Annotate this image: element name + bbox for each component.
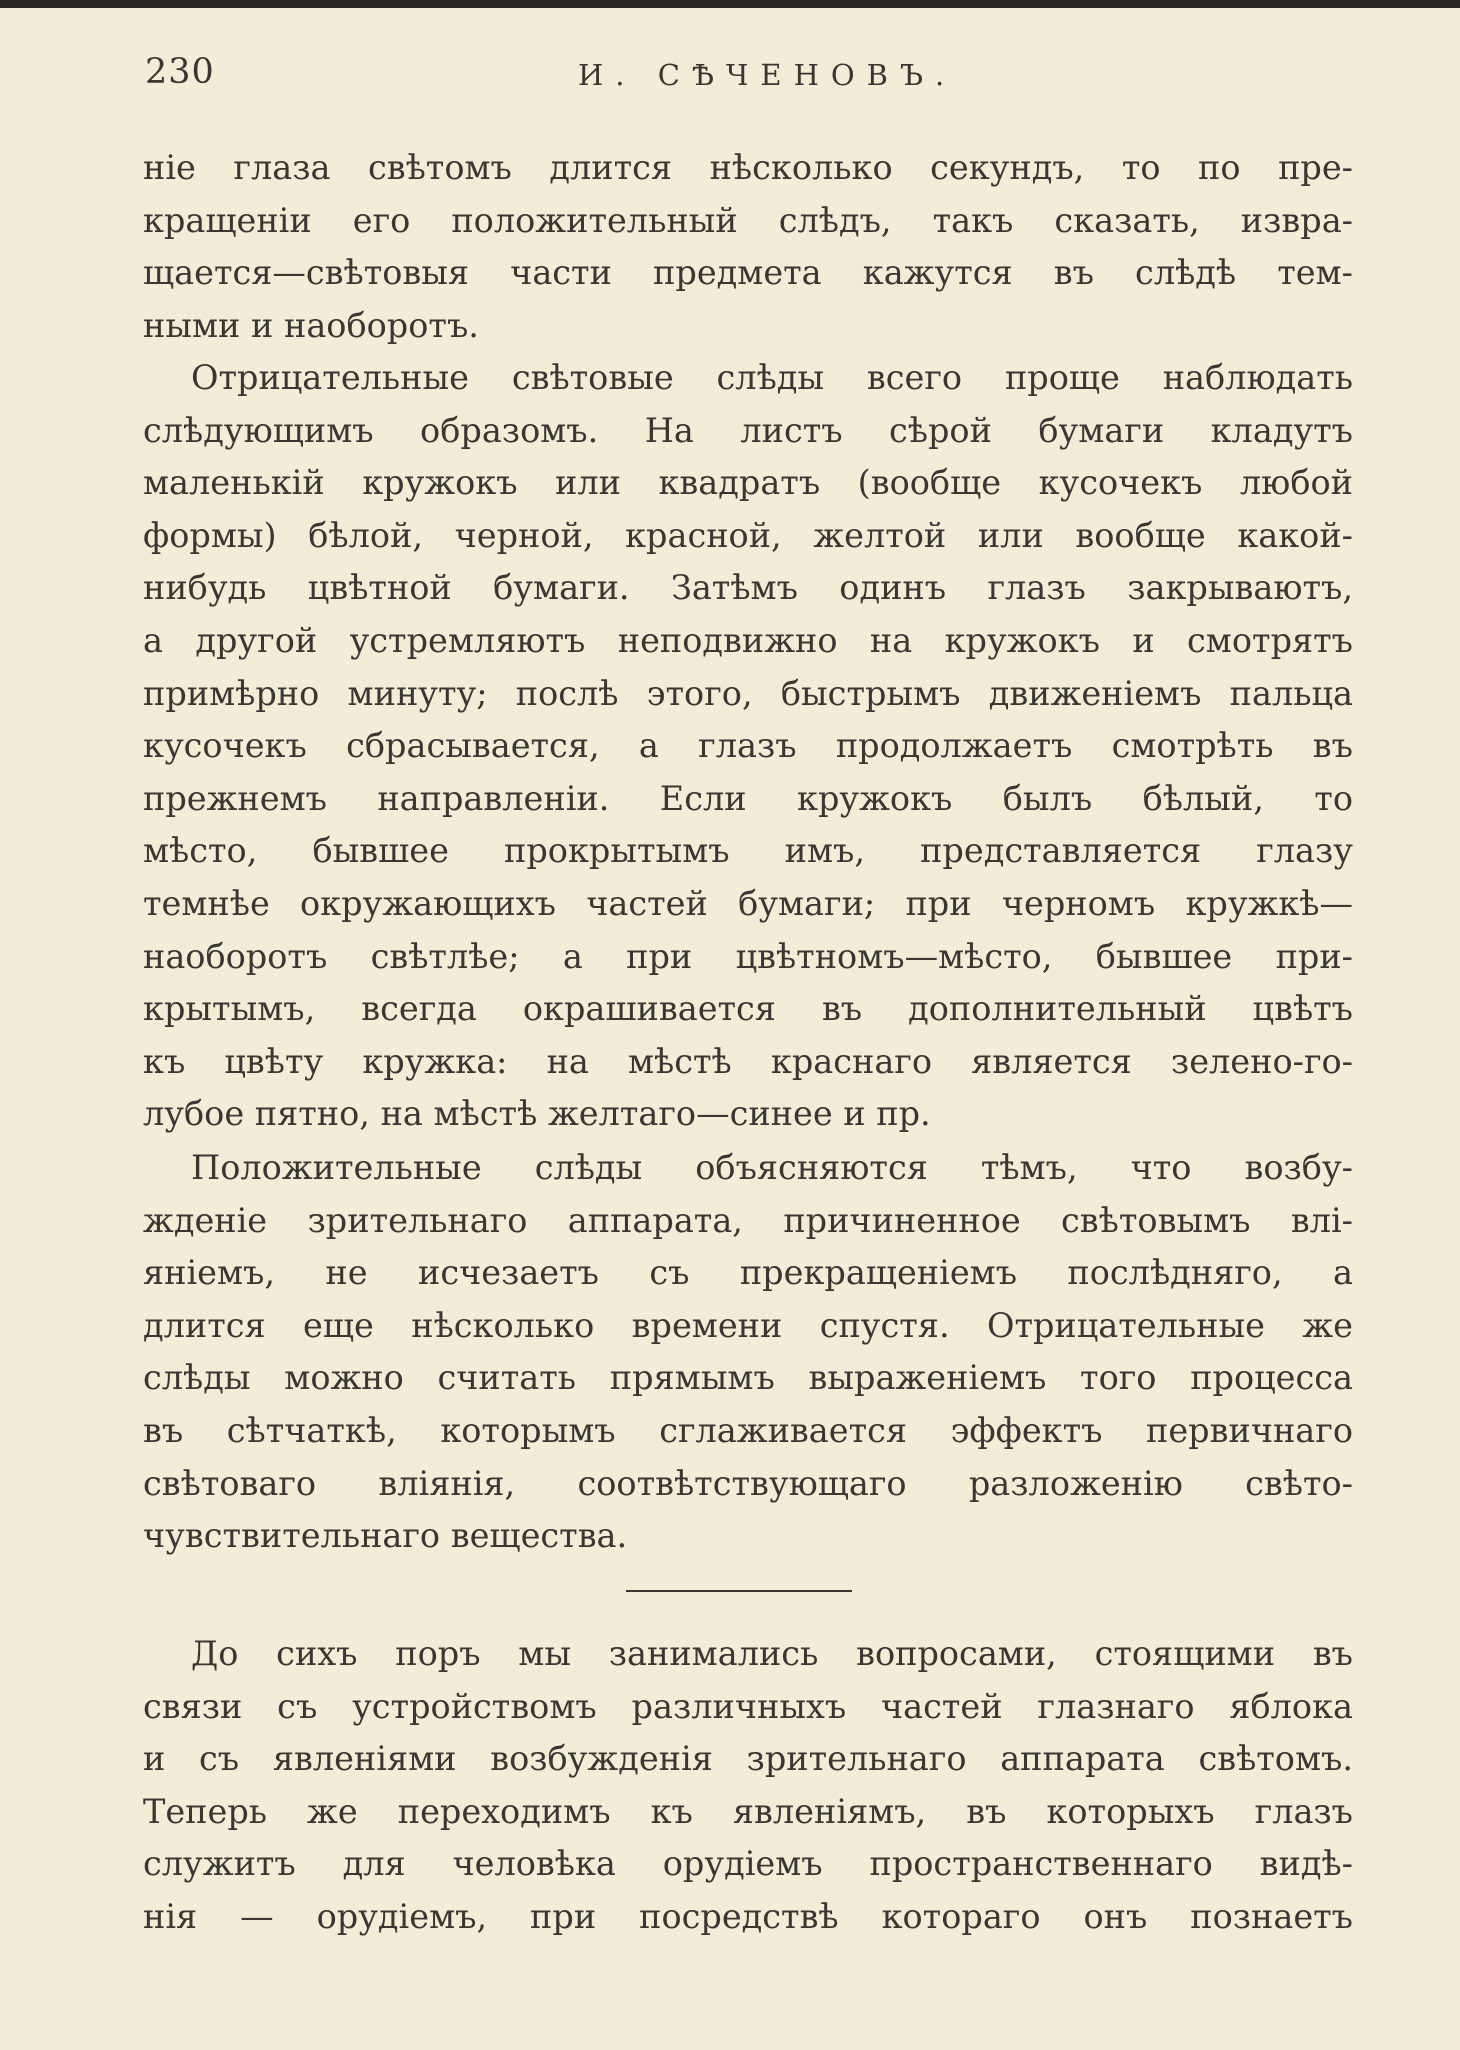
text-line: свѣтоваго вліянія, соотвѣтствующаго разложенію свѣто-: [143, 1463, 1353, 1503]
text-line: и съ явленіями возбужденія зрительнаго аппарата свѣтомъ.: [143, 1739, 1353, 1779]
text-line: темнѣе окружающихъ частей бумаги; при черномъ кружкѣ—: [143, 883, 1353, 923]
text-line: наоборотъ свѣтлѣе; а при цвѣтномъ—мѣсто, бывшее при-: [143, 936, 1353, 976]
text-line: длится еще нѣсколько времени спустя. Отрицательные же: [143, 1305, 1353, 1345]
text-line: нибудь цвѣтной бумаги. Затѣмъ одинъ глазъ закрываютъ,: [143, 568, 1353, 608]
text-line: Положительные слѣды объясняются тѣмъ, что возбу-: [191, 1148, 1353, 1187]
paragraph-4: [143, 1628, 1353, 1944]
text-line: яніемъ, не исчезаетъ съ прекращеніемъ послѣдняго, а: [143, 1253, 1353, 1293]
text-line: въ сѣтчаткѣ, которымъ сглаживается эффектъ первичнаго: [143, 1410, 1353, 1450]
text-line: слѣдующимъ образомъ. На листъ сѣрой бумаги кладутъ: [143, 410, 1353, 450]
text-line: чувствительнаго вещества.: [143, 1516, 628, 1556]
text-line: мѣсто, бывшее прокрытымъ имъ, представляется глазу: [143, 831, 1353, 871]
text-line: лубое пятно, на мѣстѣ желтаго—синее и пр.: [143, 1094, 931, 1134]
top-border-rule: [0, 0, 1460, 8]
text-line: примѣрно минуту; послѣ этого, быстрымъ движеніемъ пальца: [143, 673, 1353, 713]
text-line: формы) бѣлой, черной, красной, желтой или вообще какой-: [143, 515, 1353, 555]
page-header: [143, 52, 1343, 112]
text-line: служитъ для человѣка орудіемъ пространственнаго видѣ-: [143, 1844, 1353, 1884]
paragraph-1: [143, 142, 1353, 352]
text-line: ніе глаза свѣтомъ длится нѣсколько секундъ, то по пре-: [143, 148, 1353, 187]
text-line: прежнемъ направленіи. Если кружокъ былъ бѣлый, то: [143, 778, 1353, 818]
running-title: И. СѢЧЕНОВЪ.: [578, 58, 957, 92]
text-line: нія — орудіемъ, при посредствѣ котораго онъ познаетъ: [143, 1896, 1353, 1936]
text-line: кусочекъ сбрасывается, а глазъ продолжаетъ смотрѣть въ: [143, 726, 1353, 766]
text-line: жденіе зрительнаго аппарата, причиненное свѣтовымъ влі-: [143, 1200, 1353, 1240]
text-line: связи съ устройствомъ различныхъ частей глазнаго яблока: [143, 1686, 1353, 1726]
paragraph-2: [143, 352, 1353, 1141]
text-line: До сихъ поръ мы занимались вопросами, стоящими въ: [191, 1634, 1353, 1673]
text-line: щается—свѣтовыя части предмета кажутся въ слѣдѣ тем-: [143, 253, 1353, 293]
text-line: а другой устремляютъ неподвижно на кружокъ и смотрятъ: [143, 620, 1353, 660]
text-line: Теперь же переходимъ къ явленіямъ, въ которыхъ глазъ: [143, 1791, 1353, 1831]
page-number: 230: [145, 52, 215, 92]
text-line: ными и наоборотъ.: [143, 305, 479, 345]
text-line: кращеніи его положительный слѣдъ, такъ сказать, извра-: [143, 200, 1353, 240]
section-divider: [626, 1590, 852, 1592]
text-line: къ цвѣту кружка: на мѣстѣ краснаго является зелено-го-: [143, 1041, 1353, 1081]
text-line: слѣды можно считать прямымъ выраженіемъ того процесса: [143, 1358, 1353, 1398]
paragraph-3: [143, 1142, 1353, 1563]
text-line: крытымъ, всегда окрашивается въ дополнительный цвѣтъ: [143, 989, 1353, 1029]
text-line: маленькій кружокъ или квадратъ (вообще кусочекъ любой: [143, 463, 1353, 503]
text-line: Отрицательные свѣтовые слѣды всего проще наблюдать: [191, 358, 1353, 397]
